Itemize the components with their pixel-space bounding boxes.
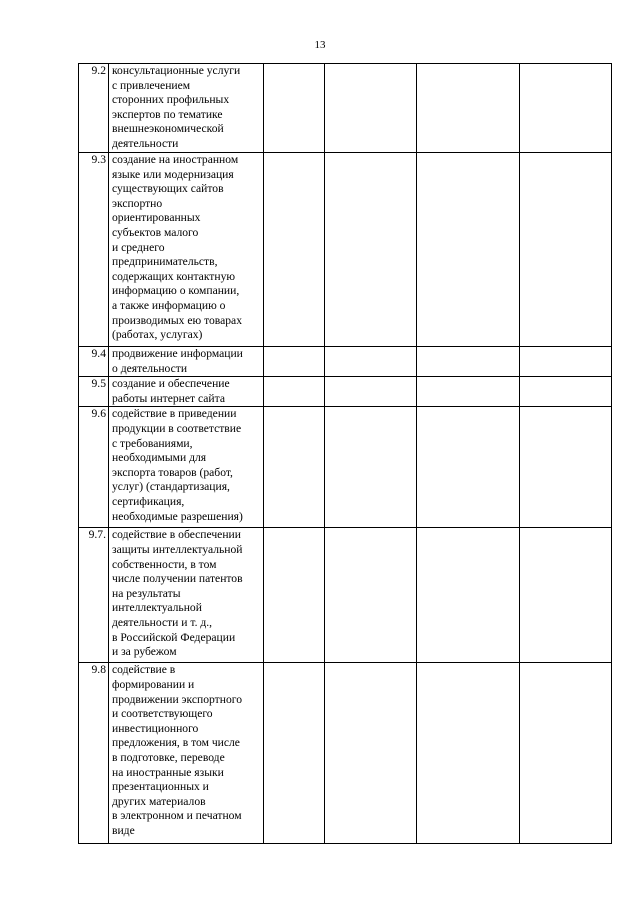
table-row [79,153,612,347]
row-description: содействие в приведении продукции в соответствие с требованиями, необходимыми для экспорта товаров (работ, услуг) (стандартизация, сертификация, необходимые разрешения) [109,407,264,528]
services-table [78,63,612,844]
empty-cell [417,528,520,663]
empty-cell [520,347,612,377]
table-row [79,347,612,377]
row-description: содействие в формировании и продвижении экспортного и соответствующего инвестиционного предложения, в том числе в подготовке, переводе на иностранные языки презентационных и других материалов в электронном и печатном виде [109,663,264,844]
row-number: 9.7. [79,528,109,663]
table-row [79,377,612,407]
empty-cell [325,347,417,377]
empty-cell [325,407,417,528]
row-description: создание на иностранном языке или модернизация существующих сайтов экспортно ориентированных субъектов малого и среднего предпринимательств, содержащих контактную информацию о компании, а также информацию о производимых ею товарах (работах, услугах) [109,153,264,347]
row-description: консультационные услуги с привлечением сторонних профильных экспертов по тематике внешнеэкономической деятельности [109,64,264,153]
empty-cell [417,64,520,153]
table-row [79,528,612,663]
row-number: 9.6 [79,407,109,528]
empty-cell [264,528,325,663]
row-number: 9.8 [79,663,109,844]
row-description: создание и обеспечение работы интернет сайта [109,377,264,407]
row-number: 9.2 [79,64,109,153]
empty-cell [325,663,417,844]
table-row [79,407,612,528]
row-number: 9.4 [79,347,109,377]
empty-cell [264,377,325,407]
page-number: 13 [314,39,326,51]
empty-cell [520,528,612,663]
row-number: 9.5 [79,377,109,407]
empty-cell [417,407,520,528]
empty-cell [264,347,325,377]
empty-cell [520,377,612,407]
empty-cell [417,377,520,407]
row-description: содействие в обеспечении защиты интеллектуальной собственности, в том числе получении патентов на результаты интеллектуальной деятельности и т. д., в Российской Федерации и за рубежом [109,528,264,663]
table-row [79,663,612,844]
table-row [79,64,612,153]
empty-cell [264,64,325,153]
empty-cell [417,347,520,377]
empty-cell [264,663,325,844]
empty-cell [264,153,325,347]
empty-cell [520,64,612,153]
empty-cell [325,153,417,347]
row-number: 9.3 [79,153,109,347]
empty-cell [325,528,417,663]
empty-cell [520,663,612,844]
empty-cell [264,407,325,528]
empty-cell [325,377,417,407]
row-description: продвижение информации о деятельности [109,347,264,377]
empty-cell [520,153,612,347]
empty-cell [417,663,520,844]
empty-cell [325,64,417,153]
empty-cell [520,407,612,528]
empty-cell [417,153,520,347]
